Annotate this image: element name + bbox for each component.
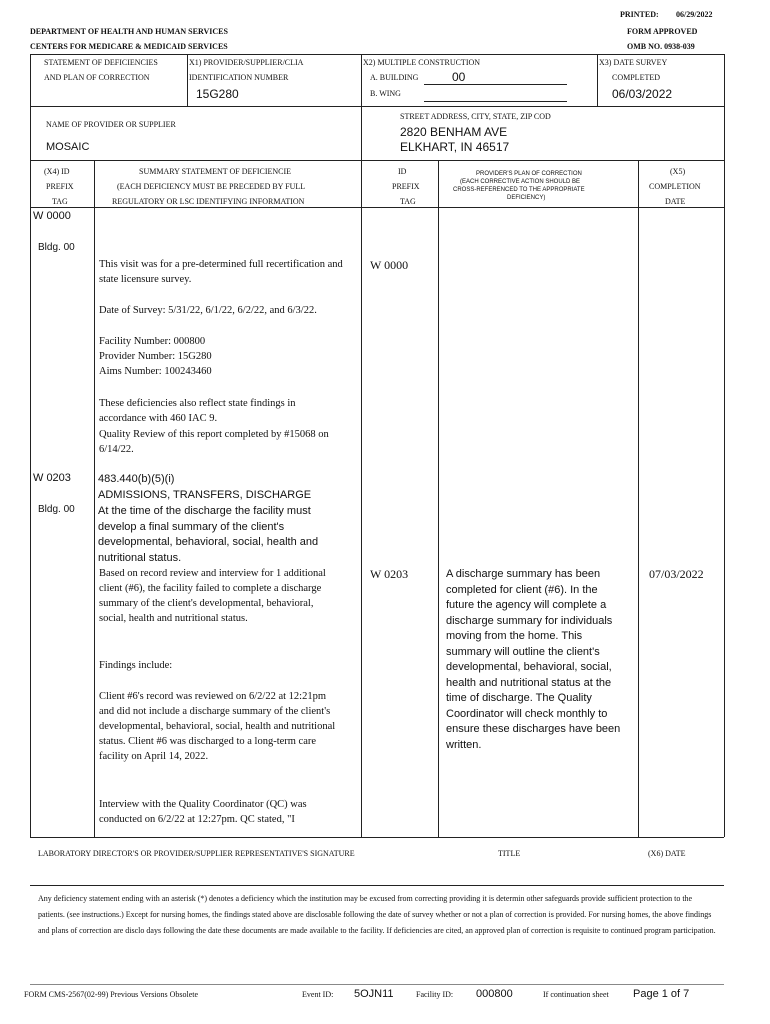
col-x4-header: TAG bbox=[52, 197, 68, 206]
col-x5-header: (X5) bbox=[670, 167, 686, 176]
col-summary-header: (EACH DEFICIENCY MUST BE PRECEDED BY FULL bbox=[117, 182, 306, 191]
box-left-border bbox=[30, 54, 31, 837]
divider bbox=[638, 160, 639, 837]
address-label: STREET ADDRESS, CITY, STATE, ZIP COD bbox=[400, 112, 551, 121]
event-id-value: 5OJN11 bbox=[354, 988, 394, 1000]
omb-number: OMB NO. 0938-039 bbox=[627, 42, 695, 51]
provider-name-label: NAME OF PROVIDER OR SUPPLIER bbox=[46, 120, 176, 129]
provider-id-value: 15G280 bbox=[196, 87, 239, 101]
tag-w0000: W 0000 bbox=[33, 210, 71, 222]
regulation-title: ADMISSIONS, TRANSFERS, DISCHARGE bbox=[98, 489, 312, 501]
city-state-zip: ELKHART, IN 46517 bbox=[400, 140, 510, 154]
dept-title: DEPARTMENT OF HEALTH AND HUMAN SERVICES bbox=[30, 27, 228, 36]
summary-paragraph: Date of Survey: 5/31/22, 6/1/22, 6/2/22, and 6/3/22. bbox=[99, 305, 317, 316]
printed-date: 06/29/2022 bbox=[676, 10, 713, 19]
col-plan-header: PROVIDER'S PLAN OF CORRECTION bbox=[476, 171, 582, 177]
statement-label: AND PLAN OF CORRECTION bbox=[44, 73, 150, 82]
divider bbox=[30, 207, 724, 208]
col-summary-header: SUMMARY STATEMENT OF DEFICIENCIE bbox=[139, 167, 292, 176]
page-number: Page 1 of 7 bbox=[633, 988, 690, 1000]
bldg-label: Bldg. 00 bbox=[38, 504, 75, 515]
footer-divider bbox=[30, 984, 724, 985]
box-right-border bbox=[724, 54, 725, 837]
signature-divider bbox=[30, 885, 724, 886]
x1-label: X1) PROVIDER/SUPPLIER/CLIA bbox=[189, 58, 304, 67]
disclaimer-text: Any deficiency statement ending with an asterisk (*) denotes a deficiency which the institution may be excused from correcting providing it is determin other safeguards provide sufficient protection to the patients. (see instructions.) Except for nursing homes, the findings stated above are disclosable following the date of survey whether or not a plan of correction is provided. For nursing homes, the above findings and plans of correction are disclo days following the date these documents are made available to the facility. If deficiencies are cited, an approved plan of correction is requisite to continued program participation. bbox=[38, 894, 716, 935]
form-number: FORM CMS-2567(02-99) Previous Versions Obsolete bbox=[24, 990, 199, 999]
tag-w0203: W 0203 bbox=[33, 472, 71, 484]
col-plan-header: DEFICIENCY) bbox=[507, 195, 546, 201]
continuation-label: If continuation sheet bbox=[543, 990, 609, 999]
box-top-border bbox=[30, 54, 724, 55]
wing-underline bbox=[424, 101, 567, 102]
x6-date-label: (X6) DATE bbox=[648, 849, 686, 858]
completion-date: 07/03/2022 bbox=[649, 567, 704, 581]
building-label: A. BUILDING bbox=[370, 73, 419, 82]
event-id-label: Event ID: bbox=[302, 990, 334, 999]
building-value: 00 bbox=[452, 70, 466, 84]
facility-id-value: 000800 bbox=[476, 988, 513, 1000]
summary-paragraph: Findings include: bbox=[99, 660, 173, 671]
building-underline bbox=[424, 84, 567, 85]
bldg-label: Bldg. 00 bbox=[38, 242, 75, 253]
summary-paragraph: Facility Number: 000800 bbox=[99, 336, 206, 347]
x3-label: X3) DATE SURVEY bbox=[599, 58, 668, 67]
col-x5-header: DATE bbox=[665, 197, 686, 206]
summary-paragraph: Based on record review and interview for 1 additional client (#6), the facility failed to complete a discharge summary of the client's developmental, behavioral, social, health and nutritional status. bbox=[99, 568, 326, 624]
summary-paragraph: Interview with the Quality Coordinator (QC) was conducted on 6/2/22 at 12:27pm. QC stated, "I bbox=[99, 799, 307, 825]
prefix-w0000: W 0000 bbox=[370, 258, 409, 272]
centers-title: CENTERS FOR MEDICARE & MEDICAID SERVICES bbox=[30, 42, 228, 51]
summary-paragraph: These deficiencies also reflect state findings in accordance with 460 IAC 9. bbox=[99, 398, 296, 424]
col-id-header: TAG bbox=[400, 197, 416, 206]
col-x4-header: PREFIX bbox=[46, 182, 74, 191]
summary-paragraph: Client #6's record was reviewed on 6/2/22 at 12:21pm and did not include a discharge summary of the client's developmental, behavioral, social, health and nutritional status. Client #6 was discharged to a long-term care facility on April 14, 2022. bbox=[99, 691, 336, 762]
street-address: 2820 BENHAM AVE bbox=[400, 125, 508, 139]
title-label: TITLE bbox=[498, 849, 521, 858]
col-summary-header: REGULATORY OR LSC IDENTIFYING INFORMATION bbox=[112, 197, 305, 206]
regulation-number: 483.440(b)(5)(i) bbox=[98, 473, 175, 485]
col-plan-header: CROSS-REFERENCED TO THE APPROPRIATE bbox=[453, 187, 585, 193]
box-bottom-border bbox=[30, 837, 724, 838]
summary-paragraph: Aims Number: 100243460 bbox=[99, 366, 212, 377]
x2-label: X2) MULTIPLE CONSTRUCTION bbox=[363, 58, 481, 67]
summary-paragraph: This visit was for a pre-determined full recertification and state licensure survey. bbox=[99, 259, 343, 285]
form-approved: FORM APPROVED bbox=[627, 27, 698, 36]
x3-label: COMPLETED bbox=[612, 73, 660, 82]
director-signature-label: LABORATORY DIRECTOR'S OR PROVIDER/SUPPLIER REPRESENTATIVE'S SIGNATURE bbox=[38, 849, 355, 858]
divider bbox=[438, 160, 439, 837]
summary-paragraph: Provider Number: 15G280 bbox=[99, 351, 212, 362]
x1-label: IDENTIFICATION NUMBER bbox=[189, 73, 289, 82]
divider bbox=[30, 106, 724, 107]
printed-label: PRINTED: bbox=[620, 10, 659, 19]
col-plan-header: (EACH CORRECTIVE ACTION SHOULD BE bbox=[460, 179, 581, 185]
plan-of-correction: A discharge summary has been completed for client (#6). In the future the agency will complete a discharge summary for individuals moving from the home. This summary will outline the client's developmental, behavioral, social, health and nutritional status at the time of discharge. The Quality Coordinator will check monthly to ensure these discharges have been written. bbox=[446, 568, 621, 751]
divider bbox=[187, 54, 188, 106]
col-x4-header: (X4) ID bbox=[44, 167, 70, 176]
col-x5-header: COMPLETION bbox=[649, 182, 701, 191]
divider bbox=[361, 54, 362, 837]
prefix-w0203: W 0203 bbox=[370, 567, 409, 581]
col-id-header: PREFIX bbox=[392, 182, 420, 191]
divider bbox=[94, 160, 95, 837]
summary-paragraph: Quality Review of this report completed by #15068 on 6/14/22. bbox=[99, 429, 329, 455]
statement-label: STATEMENT OF DEFICIENCIES bbox=[44, 58, 158, 67]
survey-completed-date: 06/03/2022 bbox=[612, 87, 673, 101]
wing-label: B. WING bbox=[370, 89, 401, 98]
divider bbox=[30, 160, 724, 161]
regulation-text: At the time of the discharge the facility must develop a final summary of the client's developmental, behavioral, social, health and nutritional status. bbox=[98, 505, 319, 564]
col-id-header: ID bbox=[398, 167, 407, 176]
provider-name: MOSAIC bbox=[46, 141, 90, 153]
divider bbox=[597, 54, 598, 106]
facility-id-label: Facility ID: bbox=[416, 990, 454, 999]
